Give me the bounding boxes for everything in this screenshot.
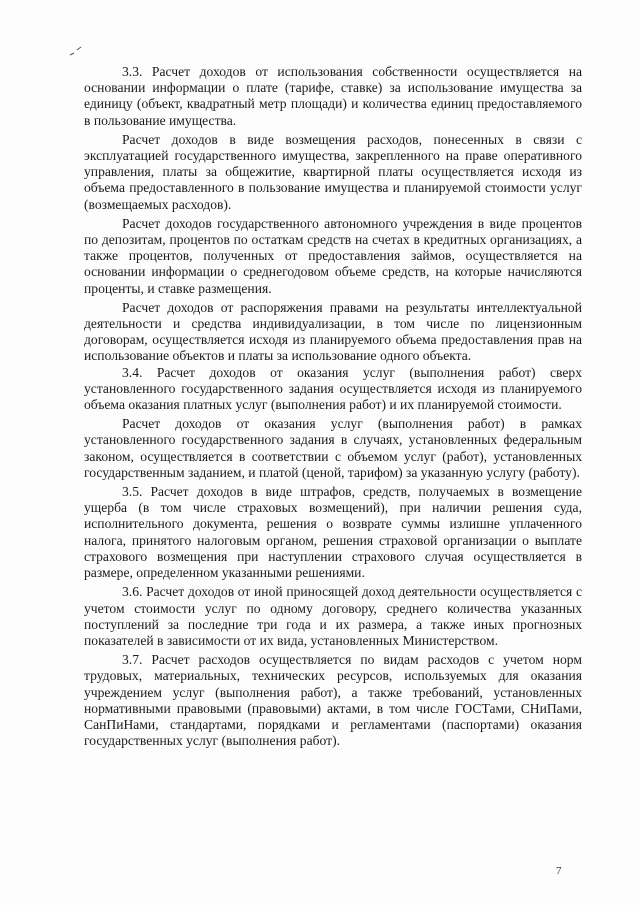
paragraph-intellectual-property: Расчет доходов от распоряжения правами на результаты интеллектуальной деятельности и средства индивидуализации, в том числе по лицензионным договорам, осуществляется исходя из планируемого объема предоставления прав на использование объектов и платы за использование одного объекта. bbox=[84, 299, 582, 364]
paragraph-state-assignment: Расчет доходов от оказания услуг (выполнения работ) в рамках установленного государственного задания в случаях, установленных федеральным законом, осуществляется в соответствии с объемом услуг (работ), установленных государственным заданием, и платой (ценой, тарифом) за указанную услугу (работу). bbox=[84, 416, 582, 480]
page-number: 7 bbox=[556, 865, 562, 877]
paragraph-3-6: 3.6. Расчет доходов от иной приносящей доход деятельности осуществляется с учетом стоимости услуг по одному договору, среднего количества указанных поступлений за последние три года и их размера, а также иных прогнозных показателей в зависимости от их вида, установленных Министерством. bbox=[84, 584, 582, 648]
paragraph-3-4: 3.4. Расчет доходов от оказания услуг (выполнения работ) сверх установленного государственного задания осуществляется исходя из планируемого объема оказания платных услуг (выполнения работ) и их планируемой стоимости. bbox=[84, 364, 582, 413]
paragraph-3-5: 3.5. Расчет доходов в виде штрафов, средств, получаемых в возмещение ущерба (в том числе страховых возмещений), при наличии решения суда, исполнительного документа, решения о возврате суммы излишне уплаченного налога, принятого налоговым органом, решения страховой организации о выплате страхового возмещения при наступлении страхового случая осуществляется в размере, определенном указанными решениями. bbox=[84, 484, 582, 581]
paragraph-reimbursement: Расчет доходов в виде возмещения расходов, понесенных в связи с эксплуатацией государственного имущества, закрепленного на праве оперативного управления, платы за общежитие, квартирной платы осуществляется исходя из объема предоставленного в пользование имущества и планируемой стоимости услуг (возмещаемых расходов). bbox=[84, 131, 582, 212]
document-body bbox=[84, 64, 582, 749]
paragraph-interest: Расчет доходов государственного автономного учреждения в виде процентов по депозитам, процентов по остаткам средств на счетах в кредитных организациях, а также процентов, полученных от предоставления займов, осуществляется на основании информации о среднегодовом объеме средств, на которые начисляются проценты, и ставке размещения. bbox=[84, 215, 582, 296]
scan-speck-mark bbox=[69, 46, 83, 56]
paragraph-3-7: 3.7. Расчет расходов осуществляется по видам расходов с учетом норм трудовых, материальных, технических ресурсов, используемых для оказания учреждением услуг (выполнения работ), а также требований, установленных нормативными правовыми (правовыми) актами, в том числе ГОСТами, СНиПами, СанПиНами, стандартами, порядками и регламентами (паспортами) оказания государственных услуг (выполнения работ). bbox=[84, 652, 582, 749]
paragraph-3-3: 3.3. Расчет доходов от использования собственности осуществляется на основании информации о плате (тарифе, ставке) за использование имущества за единицу (объект, квадратный метр площади) и количества единиц предоставляемого в пользование имущества. bbox=[84, 64, 582, 128]
